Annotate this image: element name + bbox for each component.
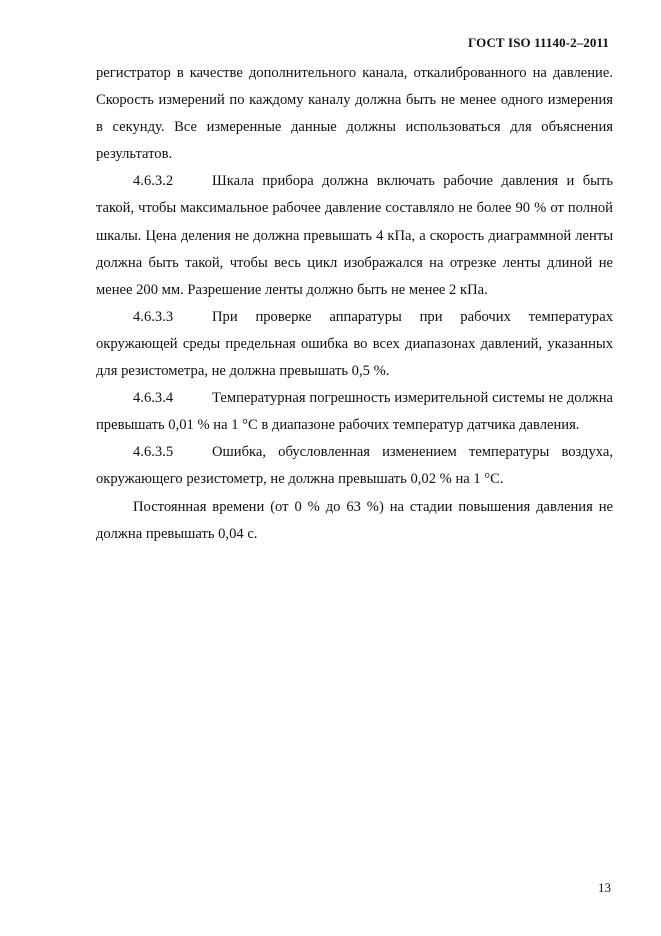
clause-number: 4.6.3.4 [133,390,174,407]
document-header: ГОСТ ISO 11140-2–2011 [468,35,609,50]
paragraph-continuation: регистратор в качестве дополнительного канала, откалиброванного на давление. Скорость измерений по каждому каналу должна быть не менее одного измерения в секунду. Все измеренные данные должны использоваться для объяснения результатов. [96,65,613,163]
clause-number: 4.6.3.3 [133,308,174,325]
paragraph-4-6-3-4 [96,385,613,439]
paragraph-text: При проверке аппаратуры при рабочих температурах окружающей среды предельная ошибка во всех диапазонах давлений, указанных для резистометра, не должна превышать 0,5 %. [96,308,613,380]
clause-number: 4.6.3.5 [133,444,174,461]
clause-number: 4.6.3.2 [133,173,174,190]
document-body [96,60,613,548]
paragraph-text: Шкала прибора должна включать рабочие давления и быть такой, чтобы максимальное рабочее давление составляло не более 90 % от полной шкалы. Цена деления не должна превышать 4 кПа, а скорость диаграммной ленты должна быть такой, чтобы весь цикл изображался на отрезке ленты длиной не менее 200 мм. Разрешение ленты должно быть не менее 2 кПа. [96,173,613,298]
paragraph-4-6-3-2 [96,168,613,303]
paragraph-text: Температурная погрешность измерительной системы не должна превышать 0,01 % на 1 °С в диапазоне рабочих температур датчика давления. [96,390,613,434]
page-number: 13 [598,880,611,895]
paragraph-4-6-3-3 [96,304,613,385]
paragraph-text: Ошибка, обусловленная изменением температуры воздуха, окружающего резистометр, не должна превышать 0,02 % на 1 °С. [96,444,613,488]
paragraph-4-6-3-5 [96,439,613,493]
paragraph-time-constant: Постоянная времени (от 0 % до 63 %) на стадии повышения давления не должна превышать 0,04 с. [96,498,613,542]
